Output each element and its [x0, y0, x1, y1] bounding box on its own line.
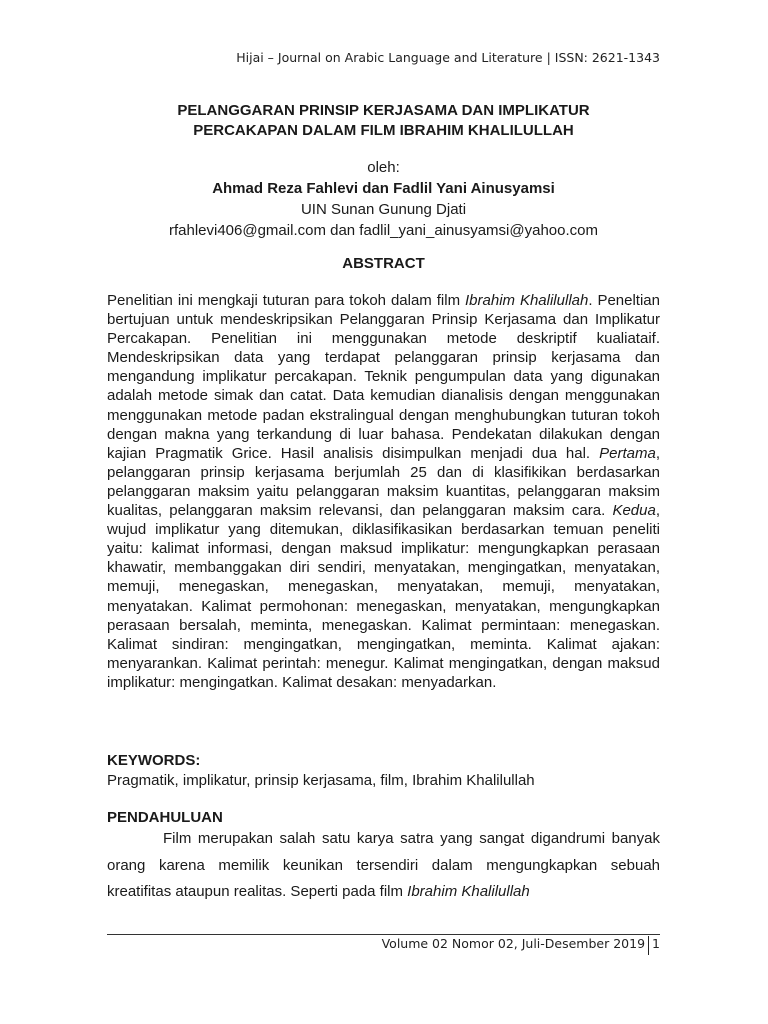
abstract-text-3: , pelanggaran prinsip kerjasama berjumlah 25 dan di klasifikikan berdasarkan pelanggaran maksim yaitu pelanggaran maksim kuantitas, pelanggaran maksim kualitas, pelanggaran maksim relevansi, dan pelanggaran maksim cara. — [107, 444, 660, 520]
oleh-label: oleh: — [367, 159, 400, 176]
title-line-1: PELANGGARAN PRINSIP KERJASAMA DAN IMPLIKATUR — [177, 102, 590, 119]
author-emails: rfahlevi406@gmail.com dan fadlil_yani_ainusyamsi@yahoo.com — [168, 222, 598, 239]
intro-heading: PENDAHULUAN — [107, 809, 223, 826]
abstract-text-2: . Peneltian bertujuan untuk mendeskripsikan Pelanggaran Prinsip Kerjasama dan Implikatur Percakapan. Penelitian ini menggunakan metode deskriptif kualiataif. Mendeskripsikan data yang terdapat pelanggaran prinsip kerjasama dan mengandung implikatur percakapan. Teknik pengumpulan data yang digunakan adalah metode simak dan catat. Data kemudian dianalisis dengan menggunakan menggunakan metode padan ekstralingual dengan menghubungkan tuturan tokoh dengan makna yang terkandung di luar bahasa. Pendekatan dilakukan dengan kajian Pragmatik Grice. Hasil analisis disimpulkan menjadi dua hal. — [107, 292, 660, 462]
authors: Ahmad Reza Fahlevi dan Fadlil Yani Ainusyamsi — [212, 180, 555, 197]
paper-title — [107, 101, 660, 141]
affiliation: UIN Sunan Gunung Djati — [300, 201, 467, 218]
abstract-text-1: Penelitian ini mengkaji tuturan para tokoh dalam film — [107, 292, 465, 309]
footer-volume: Volume 02 Nomor 02, Juli-Desember 2019 — [381, 936, 646, 951]
title-line-2: PERCAKAPAN DALAM FILM IBRAHIM KHALILULLAH — [193, 122, 574, 139]
abstract-body — [107, 291, 660, 692]
abstract-text-4: , wujud implikatur yang ditemukan, diklasifikasikan berdasarkan temuan peneliti yaitu: kalimat informasi, dengan maksud implikatur: mengungkapkan perasaan khawatir, membanggakan diri sendiri, menyatakan, mengingatkan, menyatakan, memuji, menegaskan, menegaskan, menyatakan, memuji, menyatakan, menyatakan. Kalimat permohonan: menegaskan, menyatakan, mengungkapkan perasaan bersalah, meminta, menegaskan. Kalimat permintaan: menegaskan. Kalimat sindiran: mengingatkan, mengingatkan, meminta. Kalimat ajakan: menyarankan. Kalimat perintah: menegur. Kalimat mengingatkan, dengan maksud implikatur: mengingatkan. Kalimat desakan: menyadarkan. — [107, 502, 660, 691]
footer-separator — [648, 936, 649, 955]
page-footer — [382, 936, 660, 955]
intro-body — [107, 826, 660, 906]
abstract-heading: ABSTRACT — [342, 255, 425, 272]
intro-text: Film merupakan salah satu karya satra yang sangat digandrumi banyak orang karena memilik keunikan tersendiri dalam mengungkapkan sebuah kreatifitas ataupun realitas. Seperti pada film — [107, 830, 660, 900]
byline — [107, 157, 660, 241]
page-number: 1 — [652, 936, 660, 951]
intro-film-title: Ibrahim Khalilullah — [407, 883, 530, 900]
keywords-text: Pragmatik, implikatur, prinsip kerjasama, film, Ibrahim Khalilullah — [107, 772, 535, 789]
abstract-pertama: Pertama — [599, 444, 656, 462]
footer-divider — [107, 934, 660, 935]
keywords-heading: KEYWORDS: — [107, 752, 201, 769]
abstract-kedua: Kedua — [612, 502, 656, 520]
abstract-film-title: Ibrahim Khalilullah — [465, 292, 589, 309]
journal-header: Hijai – Journal on Arabic Language and Literature | ISSN: 2621-1343 — [236, 50, 660, 65]
